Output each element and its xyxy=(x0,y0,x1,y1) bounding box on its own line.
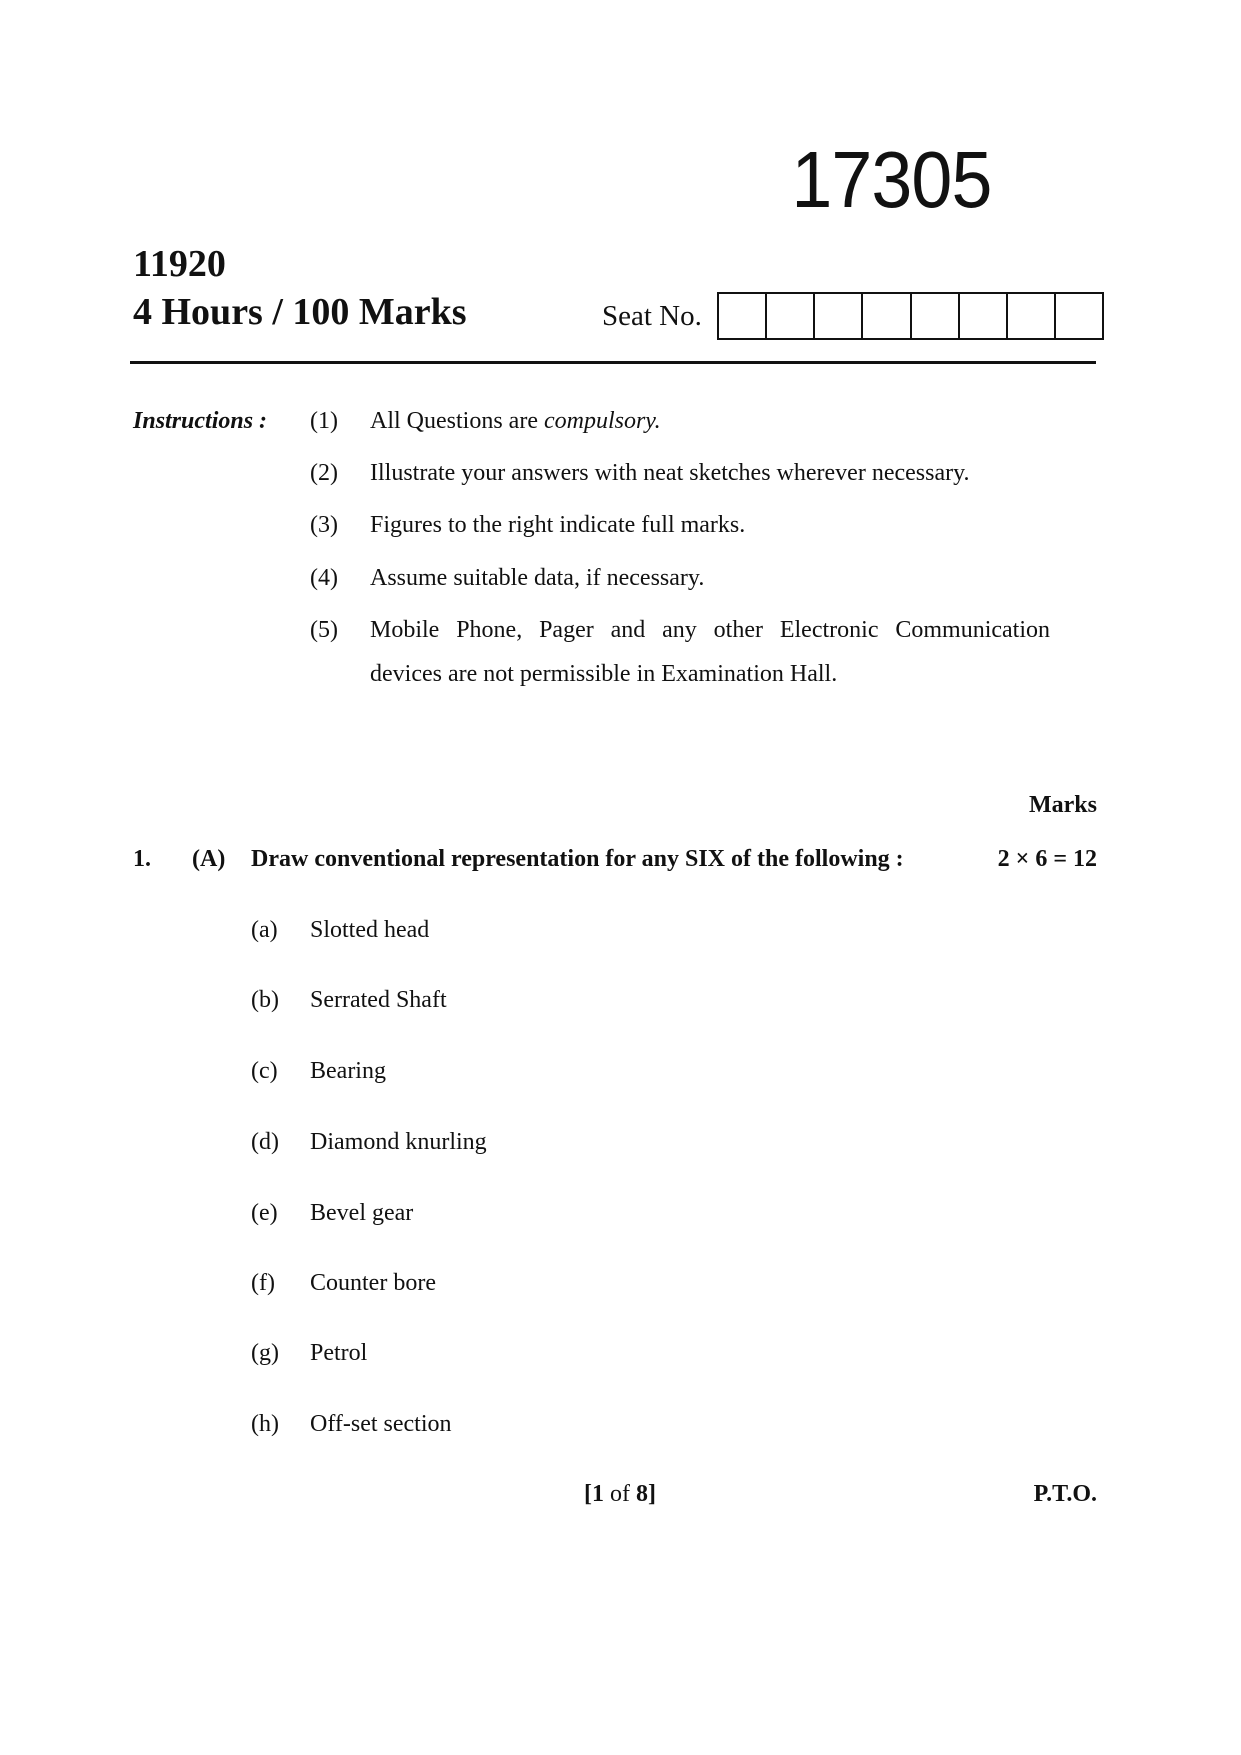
instruction-number: (2) xyxy=(310,460,338,486)
seat-box[interactable] xyxy=(767,294,815,338)
question-part: (A) xyxy=(192,846,226,872)
question-item-text: Petrol xyxy=(310,1340,368,1366)
exam-duration-marks: 4 Hours / 100 Marks xyxy=(133,291,467,333)
question-marks: 2 × 6 = 12 xyxy=(997,846,1097,872)
page-of: of xyxy=(604,1481,636,1507)
question-item-label: (g) xyxy=(251,1340,279,1366)
instruction-text: devices are not permissible in Examination Hall. xyxy=(370,661,838,687)
page-bracket-close: ] xyxy=(648,1481,656,1507)
question-item-label: (d) xyxy=(251,1129,279,1155)
question-item-text: Diamond knurling xyxy=(310,1129,487,1155)
marks-heading: Marks xyxy=(1029,792,1097,818)
page-bracket-open: [ xyxy=(584,1481,592,1507)
question-item-text: Bevel gear xyxy=(310,1200,414,1226)
subject-code: 11920 xyxy=(133,243,226,285)
question-text: Draw conventional representation for any SIX of the following : xyxy=(251,846,904,872)
instruction-text: Illustrate your answers with neat sketches wherever necessary. xyxy=(370,460,970,486)
seat-box[interactable] xyxy=(863,294,911,338)
seat-box[interactable] xyxy=(1008,294,1056,338)
header-divider xyxy=(130,361,1096,364)
instruction-text-emphasis: compulsory. xyxy=(543,408,661,434)
seat-box[interactable] xyxy=(960,294,1008,338)
instruction-text xyxy=(370,409,1050,433)
question-item-text: Off-set section xyxy=(310,1411,452,1437)
please-turn-over: P.T.O. xyxy=(1033,1481,1097,1507)
page-current: 1 xyxy=(592,1481,604,1507)
instructions-title: Instructions : xyxy=(133,408,268,434)
page-total: 8 xyxy=(636,1481,648,1507)
instruction-number: (1) xyxy=(310,408,338,434)
instruction-text: Mobile Phone, Pager and any other Electronic Communication xyxy=(370,617,1050,643)
question-item-label: (b) xyxy=(251,987,279,1013)
page-number xyxy=(584,1482,656,1506)
question-item-label: (c) xyxy=(251,1058,278,1084)
paper-code: 17305 xyxy=(790,135,991,224)
question-item-text: Bearing xyxy=(310,1058,386,1084)
instruction-text: Assume suitable data, if necessary. xyxy=(370,565,705,591)
question-item-text: Serrated Shaft xyxy=(310,987,447,1013)
instruction-text-plain: All Questions are xyxy=(370,408,544,434)
seat-box[interactable] xyxy=(719,294,767,338)
instruction-number: (4) xyxy=(310,565,338,591)
instruction-number: (3) xyxy=(310,512,338,538)
question-item-label: (h) xyxy=(251,1411,279,1437)
question-number: 1. xyxy=(133,846,151,872)
question-item-label: (f) xyxy=(251,1270,275,1296)
instruction-text: Figures to the right indicate full marks. xyxy=(370,512,746,538)
seat-box[interactable] xyxy=(1056,294,1102,338)
seat-box[interactable] xyxy=(912,294,960,338)
question-item-text: Counter bore xyxy=(310,1270,436,1296)
question-item-text: Slotted head xyxy=(310,917,430,943)
question-item-label: (a) xyxy=(251,917,278,943)
seat-box[interactable] xyxy=(815,294,863,338)
question-item-label: (e) xyxy=(251,1200,278,1226)
seat-number-boxes[interactable] xyxy=(717,292,1104,340)
instruction-number: (5) xyxy=(310,617,338,643)
seat-number-label: Seat No. xyxy=(602,300,702,332)
